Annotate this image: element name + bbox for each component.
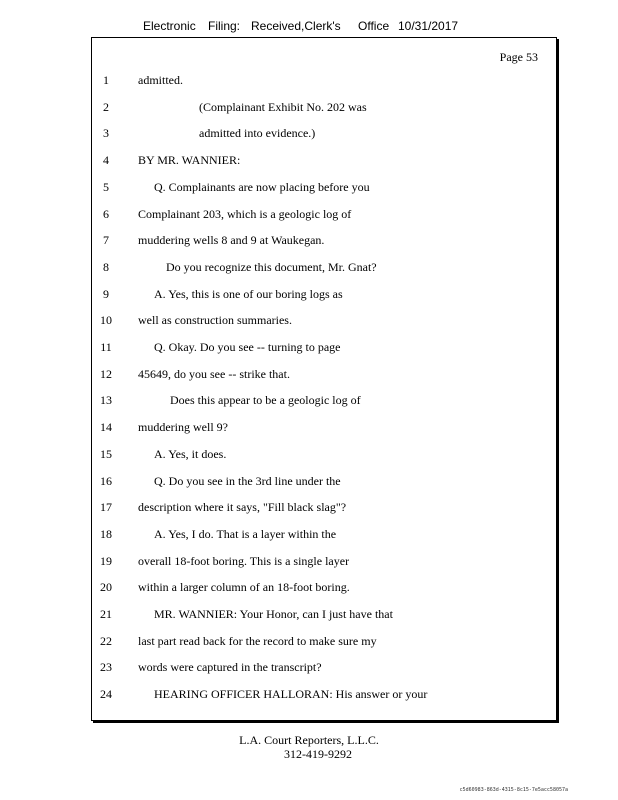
transcript-line	[0, 313, 600, 333]
transcript-line	[0, 393, 600, 413]
header-received: Received,Clerk's	[251, 19, 341, 33]
transcript-line	[0, 500, 600, 520]
transcript-line	[0, 527, 600, 547]
header-date: 10/31/2017	[398, 19, 459, 33]
transcript-line	[0, 180, 600, 200]
line-number: 14	[100, 420, 112, 435]
line-number: 12	[100, 366, 112, 381]
line-number: 2	[103, 99, 109, 114]
line-text: A. Yes, it does.	[154, 446, 227, 461]
line-number: 10	[100, 313, 112, 328]
line-text: Do you recognize this document, Mr. Gnat?	[166, 259, 377, 274]
line-number: 11	[100, 340, 112, 354]
line-text: 45649, do you see -- strike that.	[138, 366, 290, 381]
line-text: Q. Do you see in the 3rd line under the	[154, 473, 341, 488]
transcript-line	[0, 687, 600, 707]
line-text: admitted.	[138, 73, 183, 87]
transcript-line	[0, 634, 600, 654]
line-number: 23	[100, 660, 112, 675]
line-number: 18	[100, 526, 112, 541]
line-text: description where it says, "Fill black slag"?	[138, 500, 347, 515]
line-number: 5	[103, 179, 109, 194]
header-electronic: Electronic	[143, 19, 196, 33]
line-number: 19	[100, 553, 112, 568]
line-number: 24	[100, 687, 112, 702]
line-text: Q. Complainants are now placing before you	[154, 179, 370, 194]
transcript-line	[0, 367, 600, 387]
transcript-line	[0, 660, 600, 680]
transcript-line	[0, 607, 600, 627]
footer-company: L.A. Court Reporters, L.L.C.	[239, 733, 379, 747]
line-number: 8	[103, 259, 109, 274]
line-number: 17	[100, 500, 112, 515]
transcript-line	[0, 554, 600, 574]
line-text: (Complainant Exhibit No. 202 was	[199, 99, 367, 114]
line-text: overall 18-foot boring. This is a single layer	[138, 553, 350, 568]
header-office: Office	[358, 19, 390, 33]
line-text: admitted into evidence.)	[199, 126, 316, 141]
line-number: 7	[103, 233, 109, 248]
line-text: Q. Okay. Do you see -- turning to page	[154, 340, 341, 354]
transcript-line	[0, 207, 600, 227]
transcript-line	[0, 126, 600, 146]
line-number: 13	[100, 393, 112, 408]
line-number: 22	[100, 633, 112, 648]
line-text: BY MR. WANNIER:	[138, 153, 241, 168]
transcript-line	[0, 260, 600, 280]
transcript-line	[0, 100, 600, 120]
header-filing: Filing:	[208, 19, 241, 33]
transcript-line	[0, 340, 600, 360]
line-text: Does this appear to be a geologic log of	[170, 393, 361, 408]
line-number: 21	[100, 607, 112, 621]
line-number: 15	[100, 446, 112, 461]
line-number: 1	[103, 73, 109, 87]
footer-phone: 312-419-9292	[284, 747, 352, 761]
page-number: Page 53	[499, 50, 538, 64]
transcript-line	[0, 287, 600, 307]
line-text: last part read back for the record to make sure my	[138, 633, 377, 648]
transcript-line	[0, 474, 600, 494]
line-text: within a larger column of an 18-foot boring.	[138, 580, 350, 595]
line-text: A. Yes, I do. That is a layer within the	[154, 526, 337, 541]
transcript-line	[0, 420, 600, 440]
transcript-line	[0, 447, 600, 467]
line-text: muddering wells 8 and 9 at Waukegan.	[138, 233, 325, 248]
document-hash: c5d60983-863d-4315-8c15-7e5acc58057a	[459, 787, 568, 793]
transcript-line	[0, 73, 600, 93]
line-number: 16	[100, 473, 112, 488]
line-text: HEARING OFFICER HALLORAN: His answer or your	[154, 687, 428, 702]
line-number: 3	[103, 126, 109, 141]
line-text: Complainant 203, which is a geologic log of	[138, 206, 352, 221]
line-text: muddering well 9?	[138, 420, 228, 435]
line-number: 6	[103, 206, 109, 221]
line-text: MR. WANNIER: Your Honor, can I just have that	[154, 607, 393, 621]
transcript-line	[0, 233, 600, 253]
transcript-line	[0, 153, 600, 173]
transcript-line	[0, 580, 600, 600]
line-number: 9	[103, 286, 109, 301]
filing-stamp-header	[0, 19, 618, 37]
line-number: 20	[100, 580, 112, 595]
line-number: 4	[103, 153, 109, 168]
line-text: A. Yes, this is one of our boring logs as	[154, 286, 343, 301]
line-text: well as construction summaries.	[138, 313, 292, 328]
line-text: words were captured in the transcript?	[138, 660, 322, 675]
